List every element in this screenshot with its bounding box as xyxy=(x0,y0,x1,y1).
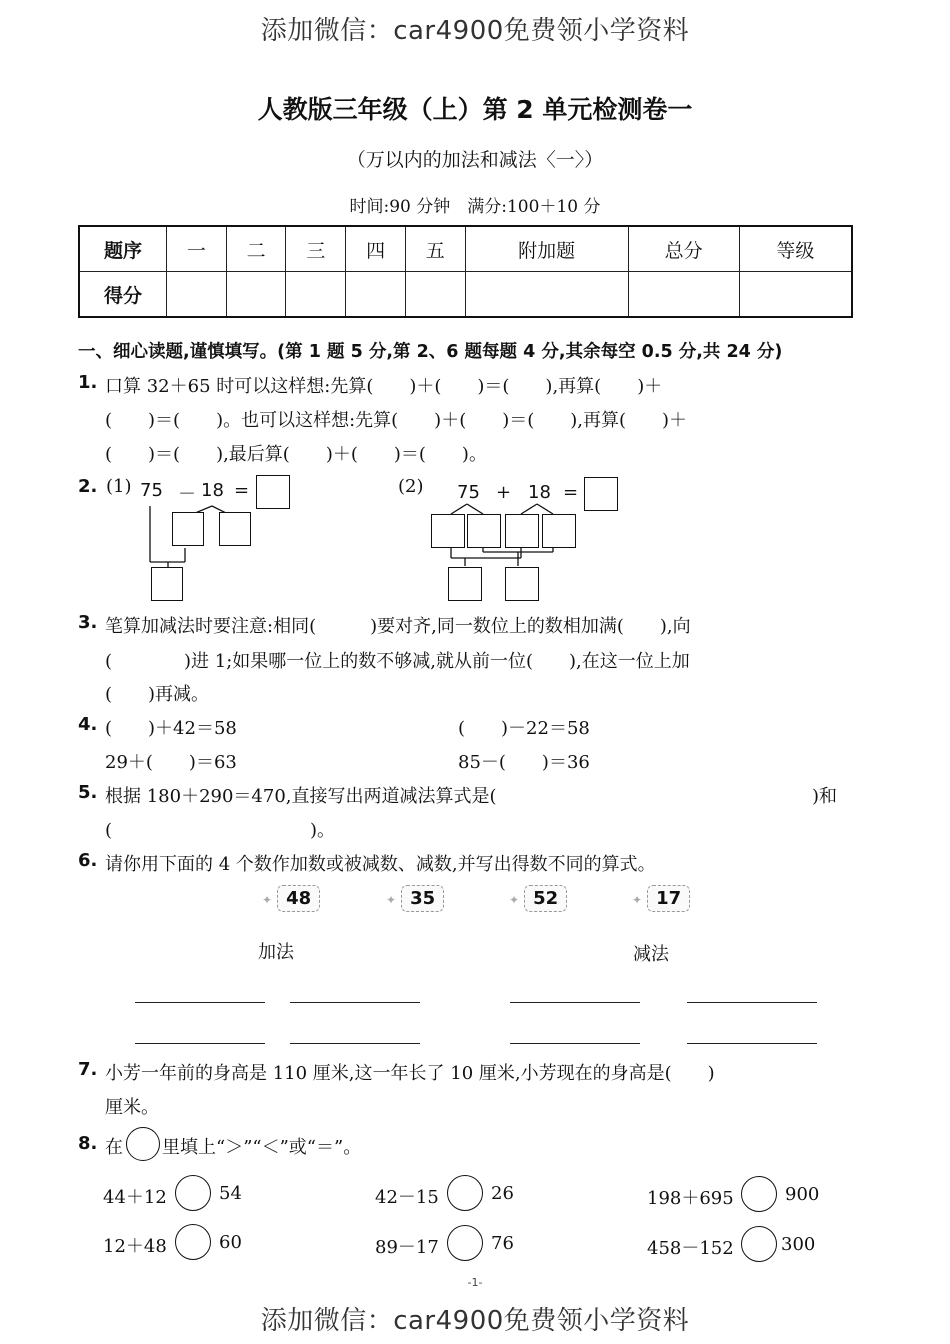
q5-line-2: ( )。 xyxy=(105,820,336,841)
compare-right: 54 xyxy=(219,1183,242,1204)
answer-line[interactable] xyxy=(290,1043,420,1044)
q7-line-2: 厘米。 xyxy=(105,1097,159,1118)
q6-text: 请你用下面的 4 个数作加数或被减数、减数,并写出得数不同的算式。 xyxy=(105,854,656,875)
q2-part2-label: (2) xyxy=(398,476,424,497)
answer-line[interactable] xyxy=(135,1002,265,1003)
score-cell[interactable] xyxy=(167,272,227,318)
compare-left: 89－17 xyxy=(375,1237,439,1258)
question-number: 1. xyxy=(78,372,98,393)
q2-p2-num-a: 75 xyxy=(457,482,480,503)
q4-item: 29＋( )＝63 xyxy=(105,752,237,773)
star-icon: ✦ xyxy=(262,893,273,907)
q2-p1-eq: = xyxy=(234,480,250,501)
score-header-cell: 四 xyxy=(346,226,406,272)
compare-left: 12＋48 xyxy=(103,1236,167,1257)
compare-right: 300 xyxy=(781,1234,816,1255)
compare-left: 458－152 xyxy=(647,1238,734,1259)
answer-line[interactable] xyxy=(510,1002,640,1003)
q2-p2-split-box[interactable] xyxy=(505,514,539,548)
q2-p2-num-b: 18 xyxy=(528,482,551,503)
q1-line-2: ( )＝( )。也可以这样想:先算( )＋( )＝( ),再算( )＋ xyxy=(105,410,688,431)
number-card-value: 35 xyxy=(401,885,444,912)
question-number: 3. xyxy=(78,612,98,633)
q3-line-3: ( )再减。 xyxy=(105,684,210,705)
compare-circle[interactable] xyxy=(175,1175,211,1211)
number-card xyxy=(386,888,444,909)
q7-line-1: 小芳一年前的身高是 110 厘米,这一年长了 10 厘米,小芳现在的身高是( ) xyxy=(105,1063,715,1084)
q4-item: ( )－22＝58 xyxy=(458,718,590,739)
score-header-cell: 附加题 xyxy=(465,226,628,272)
answer-line[interactable] xyxy=(290,1002,420,1003)
q2-p1-num-b: 18 xyxy=(201,480,224,501)
page-subtitle: （万以内的加法和减法〈一〉） xyxy=(346,149,604,171)
score-table xyxy=(78,225,853,318)
q2-p2-op: + xyxy=(496,482,512,503)
score-header-cell: 等级 xyxy=(739,226,852,272)
q2-p2-answer-box[interactable] xyxy=(584,477,618,511)
q8-text-b: 里填上“＞”“＜”或“＝”。 xyxy=(162,1137,362,1158)
q6-sub-label: 减法 xyxy=(633,944,669,965)
score-cell[interactable] xyxy=(628,272,739,318)
q2-p1-op: － xyxy=(178,484,196,505)
q6-add-label: 加法 xyxy=(258,942,294,963)
compare-left: 44＋12 xyxy=(103,1187,167,1208)
compare-left: 42－15 xyxy=(375,1187,439,1208)
number-card-value: 48 xyxy=(277,885,320,912)
number-card-value: 17 xyxy=(647,885,690,912)
compare-circle[interactable] xyxy=(175,1224,211,1260)
star-icon: ✦ xyxy=(632,893,643,907)
compare-circle[interactable] xyxy=(741,1226,777,1262)
answer-line[interactable] xyxy=(687,1043,817,1044)
star-icon: ✦ xyxy=(386,893,397,907)
number-card xyxy=(509,888,567,909)
q2-p2-result-box[interactable] xyxy=(448,567,482,601)
q1-line-3: ( )＝( ),最后算( )＋( )＝( )。 xyxy=(105,444,487,465)
q2-p1-num-a: 75 xyxy=(140,480,163,501)
watermark-top: 添加微信：car4900免费领小学资料 xyxy=(260,16,690,46)
watermark-bottom: 添加微信：car4900免费领小学资料 xyxy=(260,1306,690,1336)
score-header-cell: 总分 xyxy=(628,226,739,272)
compare-circle[interactable] xyxy=(447,1225,483,1261)
compare-right: 76 xyxy=(491,1233,514,1254)
star-icon: ✦ xyxy=(509,893,520,907)
q2-p1-split-box[interactable] xyxy=(219,512,251,546)
question-number: 7. xyxy=(78,1059,98,1080)
compare-right: 60 xyxy=(219,1232,242,1253)
score-header-cell: 一 xyxy=(167,226,227,272)
q2-part1-label: (1) xyxy=(106,476,132,497)
score-cell[interactable] xyxy=(739,272,852,318)
question-number: 8. xyxy=(78,1133,98,1154)
q4-item: 85－( )＝36 xyxy=(458,752,590,773)
score-header-row xyxy=(79,226,852,272)
score-cell[interactable] xyxy=(465,272,628,318)
score-cell[interactable] xyxy=(286,272,346,318)
q8-text-a: 在 xyxy=(105,1137,123,1158)
compare-circle[interactable] xyxy=(741,1176,777,1212)
compare-circle[interactable] xyxy=(447,1175,483,1211)
answer-line[interactable] xyxy=(687,1002,817,1003)
q2-p2-split-box[interactable] xyxy=(467,514,501,548)
answer-line[interactable] xyxy=(135,1043,265,1044)
number-card xyxy=(262,888,320,909)
question-number: 6. xyxy=(78,850,98,871)
q4-item: ( )＋42＝58 xyxy=(105,718,237,739)
q8-example-circle xyxy=(126,1127,160,1161)
q2-p1-result-box[interactable] xyxy=(151,567,183,601)
score-header-cell: 三 xyxy=(286,226,346,272)
question-number: 5. xyxy=(78,782,98,803)
question-number: 2. xyxy=(78,476,98,497)
score-cell[interactable] xyxy=(346,272,406,318)
q3-line-1: 笔算加减法时要注意:相同( )要对齐,同一数位上的数相加满( ),向 xyxy=(105,616,691,637)
number-card xyxy=(632,888,690,909)
compare-left: 198＋695 xyxy=(647,1188,734,1209)
q2-p1-split-box[interactable] xyxy=(172,512,204,546)
q2-p2-split-box[interactable] xyxy=(431,514,465,548)
score-cell[interactable] xyxy=(226,272,286,318)
q2-p2-split-box[interactable] xyxy=(542,514,576,548)
score-cell[interactable] xyxy=(405,272,465,318)
exam-meta: 时间:90 分钟 满分:100＋10 分 xyxy=(349,197,601,217)
answer-line[interactable] xyxy=(510,1043,640,1044)
q2-p2-result-box[interactable] xyxy=(505,567,539,601)
score-row-label: 得分 xyxy=(79,272,167,318)
compare-right: 900 xyxy=(785,1184,820,1205)
score-header-cell: 五 xyxy=(405,226,465,272)
page-number: -1- xyxy=(467,1276,483,1289)
q5-line-1: 根据 180＋290＝470,直接写出两道减法算式是( xyxy=(105,786,497,807)
score-row xyxy=(79,272,852,318)
q3-line-2: ( )进 1;如果哪一位上的数不够减,就从前一位( ),在这一位上加 xyxy=(105,651,690,672)
number-card-value: 52 xyxy=(524,885,567,912)
section-heading: 一、细心读题,谨慎填写。(第 1 题 5 分,第 2、6 题每题 4 分,其余每空 0.5 分,共 24 分) xyxy=(78,342,783,362)
page-title: 人教版三年级（上）第 2 单元检测卷一 xyxy=(257,95,693,124)
q2-p2-eq: = xyxy=(563,482,579,503)
score-header-cell: 题序 xyxy=(79,226,167,272)
q5-line-1-end: )和 xyxy=(812,786,838,807)
question-number: 4. xyxy=(78,714,98,735)
score-header-cell: 二 xyxy=(226,226,286,272)
compare-right: 26 xyxy=(491,1183,514,1204)
q1-line-1: 口算 32＋65 时可以这样想:先算( )＋( )＝( ),再算( )＋ xyxy=(105,376,663,397)
